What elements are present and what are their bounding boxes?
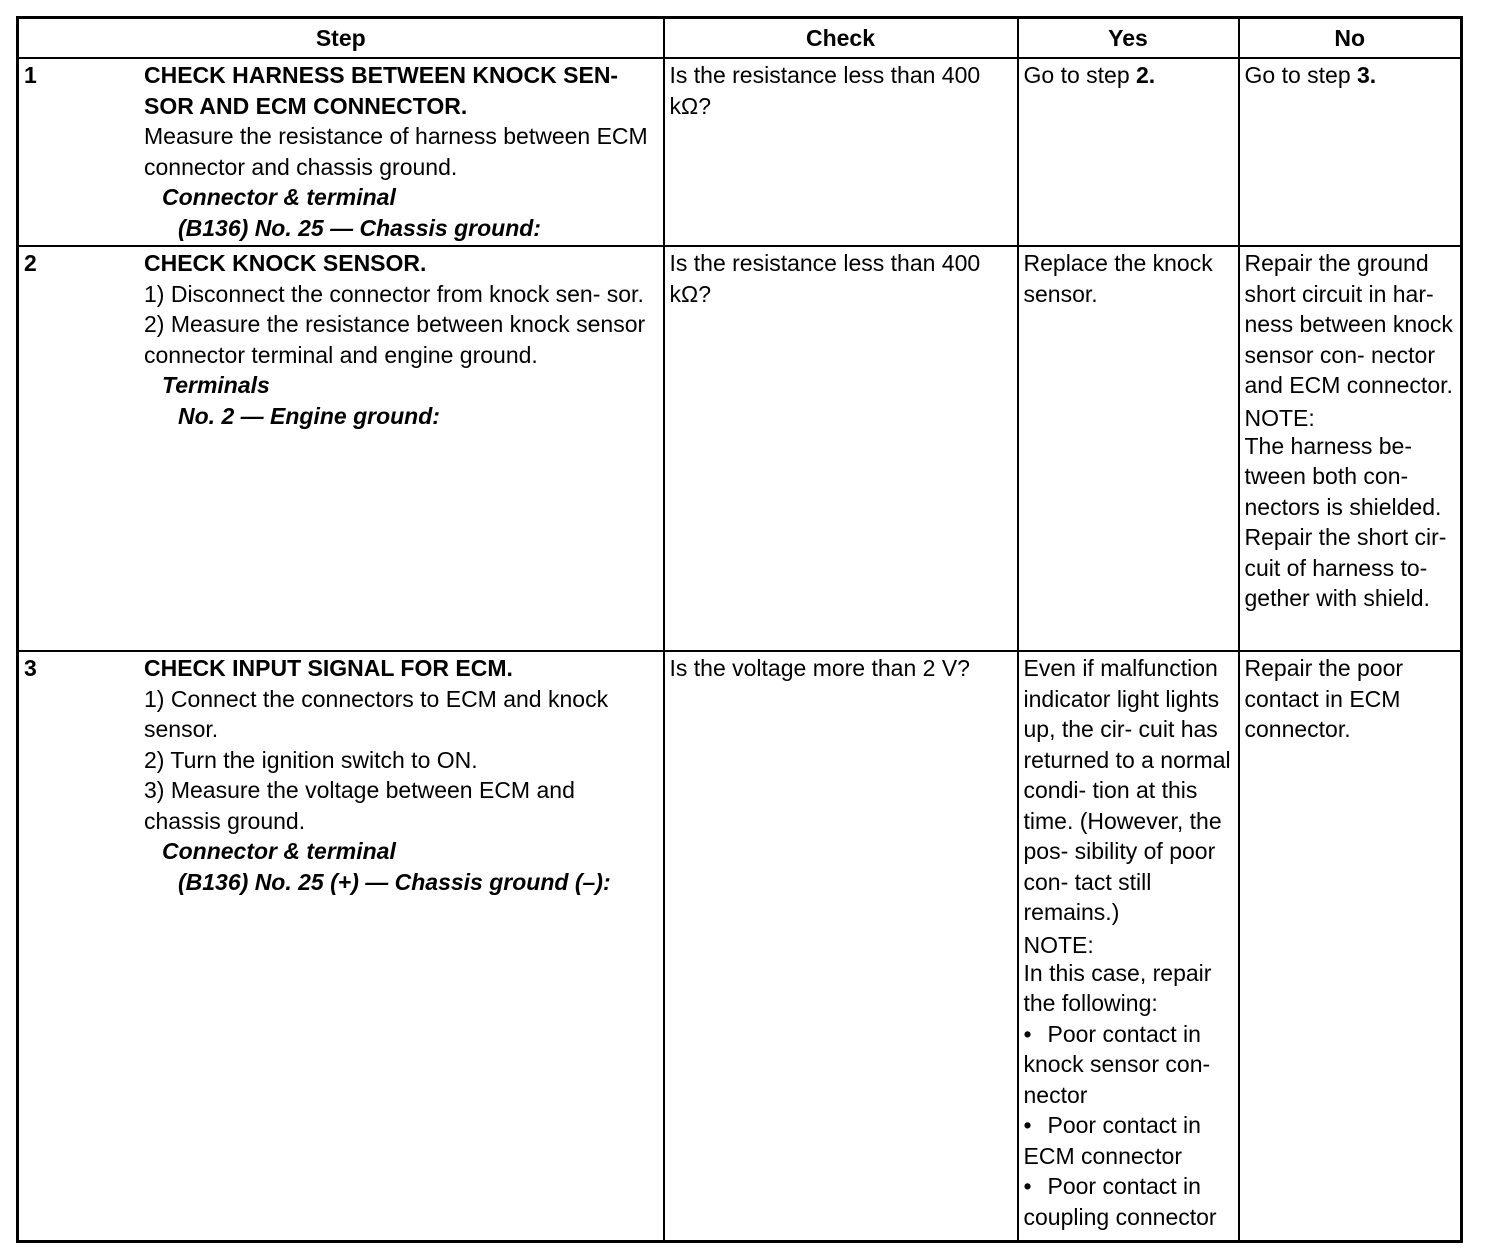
step-number: 3 xyxy=(24,655,37,681)
header-no: No xyxy=(1239,18,1462,59)
step-title-line1: CHECK HARNESS BETWEEN KNOCK SEN- xyxy=(144,62,619,88)
step-cell-3 xyxy=(18,651,664,1241)
note-label: NOTE: xyxy=(1244,404,1315,431)
step-instruction-3: 3) Measure the voltage between ECM and chassis ground. xyxy=(144,777,575,834)
bullet-icon: • xyxy=(1023,1020,1032,1047)
step-instruction-1: 1) Connect the connectors to ECM and knock sensor. xyxy=(144,685,609,742)
note-label: NOTE: xyxy=(1023,931,1094,958)
header-step: Step xyxy=(18,18,664,59)
no-cell-1 xyxy=(1239,58,1462,246)
step-cell-2 xyxy=(18,246,664,651)
check-cell-2: Is the resistance less than 400 kΩ? xyxy=(664,246,1018,651)
bullet-item-1 xyxy=(1024,1019,1232,1111)
table-row-2 xyxy=(18,246,1462,651)
bullet-text: Poor contact in knock sensor con- nector xyxy=(1023,1020,1211,1108)
check-cell-1: Is the resistance less than 400 kΩ? xyxy=(664,58,1018,246)
step-instruction-1: 1) Disconnect the connector from knock sen- sor. xyxy=(144,280,644,307)
step-title: CHECK INPUT SIGNAL FOR ECM. xyxy=(144,655,513,681)
yes-cell-3 xyxy=(1018,651,1239,1241)
header-yes: Yes xyxy=(1018,18,1239,59)
step-instruction-2: 2) Measure the resistance between knock sensor connector terminal and engine ground. xyxy=(144,311,646,368)
bullet-icon: • xyxy=(1023,1173,1032,1199)
step-spec: (B136) No. 25 (+) — Chassis ground (–): xyxy=(178,868,611,895)
step-number: 2 xyxy=(24,250,37,276)
check-cell-3: Is the voltage more than 2 V? xyxy=(664,651,1018,1241)
diagnostic-table xyxy=(16,16,1463,1243)
table-row-1 xyxy=(18,58,1462,246)
bullet-icon: • xyxy=(1023,1112,1032,1138)
no-prefix: Go to step xyxy=(1244,62,1358,88)
step-spec: No. 2 — Engine ground: xyxy=(178,402,440,429)
header-check: Check xyxy=(664,18,1018,59)
yes-step-ref: 2. xyxy=(1136,62,1156,88)
yes-prefix: Go to step xyxy=(1023,62,1137,88)
step-spec: (B136) No. 25 — Chassis ground: xyxy=(178,214,541,241)
no-action: Repair the ground short circuit in har- ness between knock sensor con- nector and ECM connector. xyxy=(1244,250,1453,398)
note-text: In this case, repair the following: xyxy=(1023,959,1212,1016)
no-step-ref: 3. xyxy=(1357,62,1377,88)
bullet-item-2 xyxy=(1024,1110,1232,1171)
step-number: 1 xyxy=(24,62,37,88)
yes-cell-2: Replace the knock sensor. xyxy=(1018,246,1239,651)
yes-cell-1 xyxy=(1018,58,1239,246)
no-cell-2 xyxy=(1239,246,1462,651)
bullet-text: Poor contact in coupling connector xyxy=(1023,1173,1217,1230)
step-subheading: Connector & terminal xyxy=(162,838,396,864)
table-row-3 xyxy=(18,651,1462,1241)
yes-action: Even if malfunction indicator light lights up, the cir- cuit has returned to a normal condi- tion at this time. (However, the pos- sibility of poor con- tact still remains.) xyxy=(1023,655,1231,925)
step-subheading: Terminals xyxy=(162,372,270,398)
no-cell-3: Repair the poor contact in ECM connector. xyxy=(1239,651,1462,1241)
header-row xyxy=(18,18,1462,59)
step-title: CHECK KNOCK SENSOR. xyxy=(144,250,427,276)
note-text: The harness be- tween both con- nectors is shielded. Repair the short cir- cuit of harness to- gether with shield. xyxy=(1244,432,1447,611)
step-instruction-2: 2) Turn the ignition switch to ON. xyxy=(144,746,478,773)
step-title-line2: SOR AND ECM CONNECTOR. xyxy=(144,92,468,119)
step-subheading: Connector & terminal xyxy=(162,184,396,210)
bullet-item-3 xyxy=(1024,1171,1232,1232)
bullet-text: Poor contact in ECM connector xyxy=(1023,1112,1201,1169)
step-instruction: Measure the resistance of harness between ECM connector and chassis ground. xyxy=(144,123,648,180)
step-cell-1 xyxy=(18,58,664,246)
